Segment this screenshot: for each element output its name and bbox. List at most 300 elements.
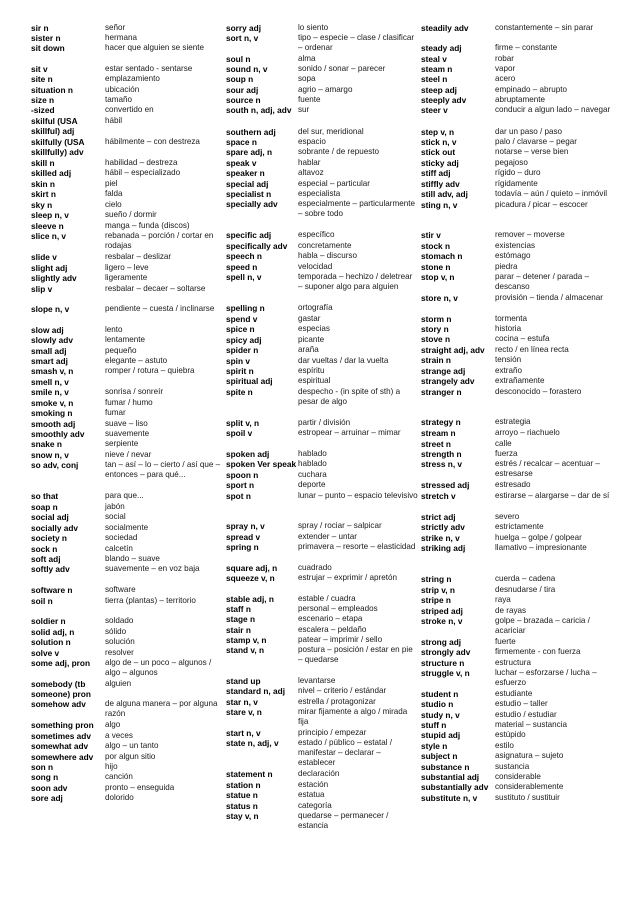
entry-definition: estilo — [495, 741, 514, 750]
entry-term: spider n — [226, 345, 259, 355]
entry-definition: estresado — [495, 480, 531, 489]
entry-term: square adj, n — [226, 563, 278, 573]
entry-definition: arroyo – riachuelo — [495, 428, 560, 437]
entry-term: skin n — [31, 179, 55, 189]
entry-definition: asignatura – sujeto — [495, 751, 564, 760]
entry-definition: calle — [495, 439, 512, 448]
entry-term: speaker n — [226, 168, 265, 178]
entry-definition: estudio / estudiar — [495, 710, 557, 719]
entry-definition: hábil — [105, 116, 123, 125]
entry-term: slope n, v — [31, 304, 70, 314]
entry-term: spare adj, n — [226, 147, 273, 157]
entry-definition: tormenta — [495, 314, 527, 323]
entry-definition: resolver — [105, 648, 134, 657]
entry-definition: remover – moverse — [495, 230, 565, 239]
entry-term: solution n — [31, 637, 71, 647]
entry-term: steal v — [421, 54, 447, 64]
entry-term: socially adv — [31, 523, 79, 533]
entry-definition: palo / clavarse – pegar — [495, 137, 577, 146]
entry-definition: personal – empleados — [298, 604, 378, 613]
entry-term: software n — [31, 585, 73, 595]
entry-term: strategy n — [421, 417, 461, 427]
entry-definition: sociedad — [105, 533, 138, 542]
entry-term: step v, n — [421, 127, 455, 137]
entry-definition: existencias — [495, 241, 536, 250]
entry-definition: mirar fijamente a algo / mirada fija — [298, 707, 408, 726]
entry-term: stock n — [421, 241, 451, 251]
entry-definition: social — [105, 512, 126, 521]
entry-term: studio n — [421, 699, 454, 709]
entry-definition: alma — [298, 54, 316, 63]
entry-definition: especias — [298, 324, 330, 333]
entry-definition: nieve / nevar — [105, 450, 152, 459]
entry-term: stand up — [226, 676, 261, 686]
entry-term: stupid adj — [421, 730, 461, 740]
entry-term: study n, v — [421, 710, 460, 720]
entry-term: steep adj — [421, 85, 457, 95]
entry-definition: historia — [495, 324, 522, 333]
entry-definition: especial – particular — [298, 179, 370, 188]
entry-term: striped adj — [421, 606, 463, 616]
entry-definition: ligeramente — [105, 273, 148, 282]
column-2 — [226, 23, 420, 883]
entry-term: snow n, v — [31, 450, 69, 460]
entry-term: split v, n — [226, 418, 260, 428]
entry-definition: golpe – brazada – caricia / acariciar — [495, 616, 590, 635]
entry-definition: espacio — [298, 137, 326, 146]
entry-definition: temporada – hechizo / deletrear – suponer algo para alguien — [298, 272, 413, 291]
entry-term: slowly adv — [31, 335, 73, 345]
entry-definition: fumar — [105, 408, 126, 417]
entry-definition: serpiente — [105, 439, 139, 448]
entry-term: strip v, n — [421, 585, 455, 595]
entry-term: somehow adv — [31, 699, 86, 709]
entry-term: strange adj — [421, 366, 466, 376]
entry-definition: tensión — [495, 355, 522, 364]
entry-term: smart adj — [31, 356, 68, 366]
entry-term: stripe n — [421, 595, 451, 605]
entry-definition: hablar — [298, 158, 321, 167]
column-1 — [31, 23, 224, 883]
entry-definition: cuadrado — [298, 563, 332, 572]
entry-definition: espiritual — [298, 376, 331, 385]
entry-term: sleep n, v — [31, 210, 69, 220]
entry-term: spelling n — [226, 303, 265, 313]
entry-definition: falda — [105, 189, 123, 198]
entry-term: strike n, v — [421, 533, 460, 543]
entry-definition: alguien — [105, 679, 132, 688]
entry-term: sting n, v — [421, 200, 458, 210]
entry-term: struggle v, n — [421, 668, 470, 678]
entry-definition: estropear – arruinar – mimar — [298, 428, 401, 437]
entry-definition: estúpido — [495, 730, 526, 739]
entry-term: stir v — [421, 230, 441, 240]
entry-definition: desconocido – forastero — [495, 387, 582, 396]
entry-term: specially adv — [226, 199, 278, 209]
entry-definition: considerablemente — [495, 782, 564, 791]
entry-definition: declaración — [298, 769, 340, 778]
entry-definition: sustancia — [495, 762, 530, 771]
entry-term: skirt n — [31, 189, 56, 199]
entry-definition: pronto – enseguida — [105, 783, 175, 792]
entry-term: south n, adj, adv — [226, 105, 292, 115]
entry-term: standard n, adj — [226, 686, 286, 696]
entry-definition: abruptamente — [495, 95, 545, 104]
entry-definition: sur — [298, 105, 310, 114]
entry-term: store n, v — [421, 293, 458, 303]
entry-definition: picadura / picar – escocer — [495, 200, 588, 209]
entry-term: slip v — [31, 284, 53, 294]
entry-term: statement n — [226, 769, 273, 779]
entry-term: stay v, n — [226, 811, 259, 821]
entry-definition: suavemente — [105, 429, 150, 438]
entry-definition: convertido en — [105, 105, 154, 114]
entry-term: steer v — [421, 105, 448, 115]
entry-term: sit v — [31, 64, 48, 74]
entry-term: spite n — [226, 387, 253, 397]
entry-term: solve v — [31, 648, 60, 658]
entry-term: sorry adj — [226, 23, 262, 33]
entry-definition: sonrisa / sonreír — [105, 387, 164, 396]
entry-term: sport n — [226, 480, 255, 490]
entry-definition: patear – imprimir / sello — [298, 635, 383, 644]
entry-definition: fuerza — [495, 449, 518, 458]
entry-definition: resbalar – decaer – soltarse — [105, 284, 206, 293]
entry-definition: romper / rotura – quiebra — [105, 366, 195, 375]
entry-term: special adj — [226, 179, 269, 189]
entry-term: start n, v — [226, 728, 261, 738]
entry-definition: velocidad — [298, 262, 333, 271]
entry-definition: todavía – aún / quieto – inmóvil — [495, 189, 608, 198]
entry-definition: señor — [105, 23, 126, 32]
column-3 — [421, 23, 617, 883]
entry-definition: lentamente — [105, 335, 146, 344]
entry-definition: conducir a algun lado – navegar — [495, 105, 611, 114]
entry-term: spoken Ver speak — [226, 459, 297, 469]
entry-term: some adj, pron — [31, 658, 91, 668]
entry-term: substance n — [421, 762, 470, 772]
entry-definition: hábil – especializado — [105, 168, 181, 177]
entry-term: stone n — [421, 262, 451, 272]
entry-term: so that — [31, 491, 59, 501]
entry-term: strain n — [421, 355, 451, 365]
entry-definition: concretamente — [298, 241, 352, 250]
entry-definition: despecho - (in spite of sth) a pesar de algo — [298, 387, 401, 406]
entry-term: story n — [421, 324, 449, 334]
entry-term: society n — [31, 533, 67, 543]
entry-definition: algo – un tanto — [105, 741, 159, 750]
entry-term: string n — [421, 574, 452, 584]
entry-definition: hacer que alguien se siente — [105, 43, 204, 52]
entry-term: stiff adj — [421, 168, 451, 178]
entry-definition: de rayas — [495, 606, 527, 615]
entry-term: spirit n — [226, 366, 254, 376]
entry-term: stare v, n — [226, 707, 262, 717]
entry-term: sort n, v — [226, 33, 259, 43]
entry-definition: suavemente – en voz baja — [105, 564, 200, 573]
entry-definition: canción — [105, 772, 133, 781]
entry-definition: nivel – criterio / estándar — [298, 686, 387, 695]
entry-definition: lo siento — [298, 23, 329, 32]
entry-term: son n — [31, 762, 54, 772]
entry-definition: blando – suave — [105, 554, 160, 563]
entry-definition: estrictamente — [495, 522, 544, 531]
entry-term: spice n — [226, 324, 255, 334]
entry-definition: ubicación — [105, 85, 140, 94]
entry-term: source n — [226, 95, 261, 105]
entry-term: soap n — [31, 502, 58, 512]
entry-term: smoking n — [31, 408, 73, 418]
entry-term: smile n, v — [31, 387, 69, 397]
entry-term: skilled adj — [31, 168, 72, 178]
entry-term: steeply adv — [421, 95, 467, 105]
entry-term: sister n — [31, 33, 61, 43]
entry-definition: estudio – taller — [495, 699, 548, 708]
entry-definition: fuente — [298, 95, 321, 104]
entry-definition: ligero – leve — [105, 263, 149, 272]
entry-term: slide v — [31, 252, 57, 262]
entry-term: sit down — [31, 43, 65, 53]
entry-term: soil n — [31, 596, 53, 606]
entry-definition: socialmente — [105, 523, 149, 532]
entry-definition: estrategia — [495, 417, 531, 426]
entry-term: still adv, adj — [421, 189, 468, 199]
entry-term: spell n, v — [226, 272, 262, 282]
entry-term: soon adv — [31, 783, 68, 793]
entry-definition: deporte — [298, 480, 326, 489]
entry-definition: araña — [298, 345, 319, 354]
entry-definition: tan – así – lo – cierto / así que – entonces – para qué... — [105, 460, 221, 479]
entry-term: state n, adj, v — [226, 738, 279, 748]
entry-term: -sized — [31, 105, 55, 115]
entry-term: spoken adj — [226, 449, 270, 459]
entry-term: spend v — [226, 314, 258, 324]
entry-definition: escenario – etapa — [298, 614, 363, 623]
entry-definition: sopa — [298, 74, 316, 83]
entry-term: statue n — [226, 790, 258, 800]
entry-definition: material – sustancia — [495, 720, 567, 729]
entry-definition: tipo – especie – clase / clasificar – ordenar — [298, 33, 415, 52]
entry-term: strongly adv — [421, 647, 471, 657]
entry-term: spoil v — [226, 428, 253, 438]
entry-term: softly adv — [31, 564, 70, 574]
entry-term: sir n — [31, 23, 49, 33]
entry-definition: para que... — [105, 491, 144, 500]
entry-definition: sólido — [105, 627, 127, 636]
entry-definition: constantemente – sin parar — [495, 23, 594, 32]
entry-term: site n — [31, 74, 53, 84]
entry-definition: piel — [105, 179, 118, 188]
entry-term: spot n — [226, 491, 251, 501]
entry-definition: cielo — [105, 200, 122, 209]
entry-definition: llamativo – impresionante — [495, 543, 587, 552]
entry-term: stuff n — [421, 720, 447, 730]
entry-term: spicy adj — [226, 335, 262, 345]
entry-definition: ortografía — [298, 303, 333, 312]
entry-definition: lunar – punto – espacio televisivo — [298, 491, 418, 500]
entry-definition: gastar — [298, 314, 321, 323]
entry-term: street n — [421, 439, 451, 449]
entry-term: stable adj, n — [226, 594, 274, 604]
entry-term: slightly adv — [31, 273, 77, 283]
entry-definition: categoría — [298, 801, 332, 810]
entry-definition: estrella / protagonizar — [298, 697, 376, 706]
entry-definition: hijo — [105, 762, 118, 771]
entry-definition: primavera – resorte – elasticidad — [298, 542, 416, 551]
entry-term: stress n, v — [421, 459, 463, 469]
entry-term: skilfully (USA skillfully) adv — [31, 137, 85, 157]
entry-definition: picante — [298, 335, 325, 344]
entry-definition: raya — [495, 595, 511, 604]
entry-definition: cocina – estufa — [495, 334, 550, 343]
entry-term: status n — [226, 801, 258, 811]
entry-term: spin v — [226, 356, 250, 366]
entry-definition: huelga – golpe / golpear — [495, 533, 582, 542]
entry-term: somewhat adv — [31, 741, 89, 751]
entry-term: sticky adj — [421, 158, 459, 168]
entry-term: steadily adv — [421, 23, 469, 33]
entry-definition: del sur, meridional — [298, 127, 364, 136]
entry-term: storm n — [421, 314, 452, 324]
entry-term: solid adj, n — [31, 627, 75, 637]
entry-definition: cuchara — [298, 470, 327, 479]
entry-term: strong adj — [421, 637, 462, 647]
entry-term: skilful (USA skillful) adj — [31, 116, 78, 136]
entry-term: somewhere adv — [31, 752, 94, 762]
entry-term: so adv, conj — [31, 460, 79, 470]
entry-definition: pequeño — [105, 346, 137, 355]
entry-definition: postura – posición / estar en pie – quedarse — [298, 645, 413, 664]
entry-term: sour adj — [226, 85, 259, 95]
entry-term: something pron — [31, 720, 94, 730]
entry-definition: sueño / dormir — [105, 210, 157, 219]
entry-definition: estirarse – alargarse – dar de sí — [495, 491, 610, 500]
entry-term: substantial adj — [421, 772, 480, 782]
entry-definition: severo — [495, 512, 520, 521]
entry-term: speed n — [226, 262, 258, 272]
entry-definition: espíritu — [298, 366, 325, 375]
entry-term: stick out — [421, 147, 456, 157]
entry-term: size n — [31, 95, 55, 105]
entry-term: stretch v — [421, 491, 456, 501]
entry-definition: firmemente - con fuerza — [495, 647, 581, 656]
entry-definition: emplazamiento — [105, 74, 160, 83]
entry-definition: estar sentado - sentarse — [105, 64, 193, 73]
entry-term: sleeve n — [31, 221, 64, 231]
entry-definition: extender – untar — [298, 532, 357, 541]
entry-term: snake n — [31, 439, 62, 449]
entry-definition: notarse – verse bien — [495, 147, 569, 156]
entry-term: strictly adv — [421, 522, 465, 532]
entry-definition: especialmente – particularmente – sobre todo — [298, 199, 415, 218]
entry-definition: principio / empezar — [298, 728, 367, 737]
entry-term: specifically adv — [226, 241, 288, 251]
entry-definition: sobrante / de repuesto — [298, 147, 379, 156]
entry-definition: extraño — [495, 366, 522, 375]
entry-definition: habilidad – destreza — [105, 158, 178, 167]
entry-term: sometimes adv — [31, 731, 91, 741]
entry-term: substantially adv — [421, 782, 489, 792]
entry-term: specialist n — [226, 189, 272, 199]
entry-term: substitute n, v — [421, 793, 478, 803]
entry-definition: hablado — [298, 459, 327, 468]
entry-definition: tierra (plantas) – territorio — [105, 596, 196, 605]
entry-definition: empinado – abrupto — [495, 85, 567, 94]
entry-definition: agrio – amargo — [298, 85, 353, 94]
entry-term: steam n — [421, 64, 453, 74]
entry-term: station n — [226, 780, 261, 790]
entry-term: space n — [226, 137, 257, 147]
entry-term: slight adj — [31, 263, 68, 273]
entry-term: stomach n — [421, 251, 463, 261]
entry-definition: a veces — [105, 731, 133, 740]
entry-definition: elegante – astuto — [105, 356, 168, 365]
entry-term: steady adj — [421, 43, 462, 53]
entry-definition: tamaño — [105, 95, 132, 104]
entry-definition: solución — [105, 637, 135, 646]
entry-term: somebody (tb someone) pron — [31, 679, 91, 699]
entry-definition: pendiente – cuesta / inclinarse — [105, 304, 215, 313]
entry-definition: por algun sitio — [105, 752, 156, 761]
entry-term: spiritual adj — [226, 376, 273, 386]
entry-term: stream n — [421, 428, 456, 438]
entry-term: spoon n — [226, 470, 259, 480]
entry-definition: sonido / sonar – parecer — [298, 64, 386, 73]
entry-definition: provisión – tienda / almacenar — [495, 293, 603, 302]
entry-definition: extrañamente — [495, 376, 545, 385]
entry-term: slow adj — [31, 325, 64, 335]
entry-term: situation n — [31, 85, 73, 95]
entry-definition: estatua — [298, 790, 325, 799]
entry-definition: luchar – esforzarse / lucha – esfuerzo — [495, 668, 597, 687]
entry-term: stroke n, v — [421, 616, 463, 626]
entry-term: sock n — [31, 544, 58, 554]
entry-definition: estómago — [495, 251, 531, 260]
entry-definition: especialista — [298, 189, 341, 198]
entry-term: stressed adj — [421, 480, 470, 490]
entry-definition: hábilmente – con destreza — [105, 137, 200, 146]
entry-definition: parar – detener / parada – descanso — [495, 272, 590, 291]
entry-definition: considerable — [495, 772, 541, 781]
entry-term: stiffly adv — [421, 179, 460, 189]
entry-definition: quedarse – permanecer / estancia — [298, 811, 389, 830]
entry-term: stove n — [421, 334, 451, 344]
entry-term: subject n — [421, 751, 458, 761]
entry-term: spray n, v — [226, 521, 265, 531]
entry-definition: manga – funda (discos) — [105, 221, 190, 230]
entry-definition: sustituto / sustituir — [495, 793, 560, 802]
entry-term: structure n — [421, 658, 465, 668]
entry-definition: fuerte — [495, 637, 516, 646]
entry-definition: dar un paso / paso — [495, 127, 563, 136]
entry-term: soul n — [226, 54, 251, 64]
entry-definition: partir / división — [298, 418, 351, 427]
entry-definition: desnudarse / tira — [495, 585, 556, 594]
entry-definition: estudiante — [495, 689, 533, 698]
entry-term: smash v, n — [31, 366, 74, 376]
entry-term: striking adj — [421, 543, 466, 553]
entry-definition: algo — [105, 720, 121, 729]
entry-definition: rígidamente — [495, 179, 538, 188]
entry-term: sky n — [31, 200, 53, 210]
entry-term: slice n, v — [31, 231, 67, 241]
entry-term: small adj — [31, 346, 67, 356]
entry-term: strangely adv — [421, 376, 475, 386]
entry-term: stick n, v — [421, 137, 457, 147]
entry-definition: específico — [298, 230, 335, 239]
entry-term: staff n — [226, 604, 251, 614]
entry-term: star n, v — [226, 697, 258, 707]
